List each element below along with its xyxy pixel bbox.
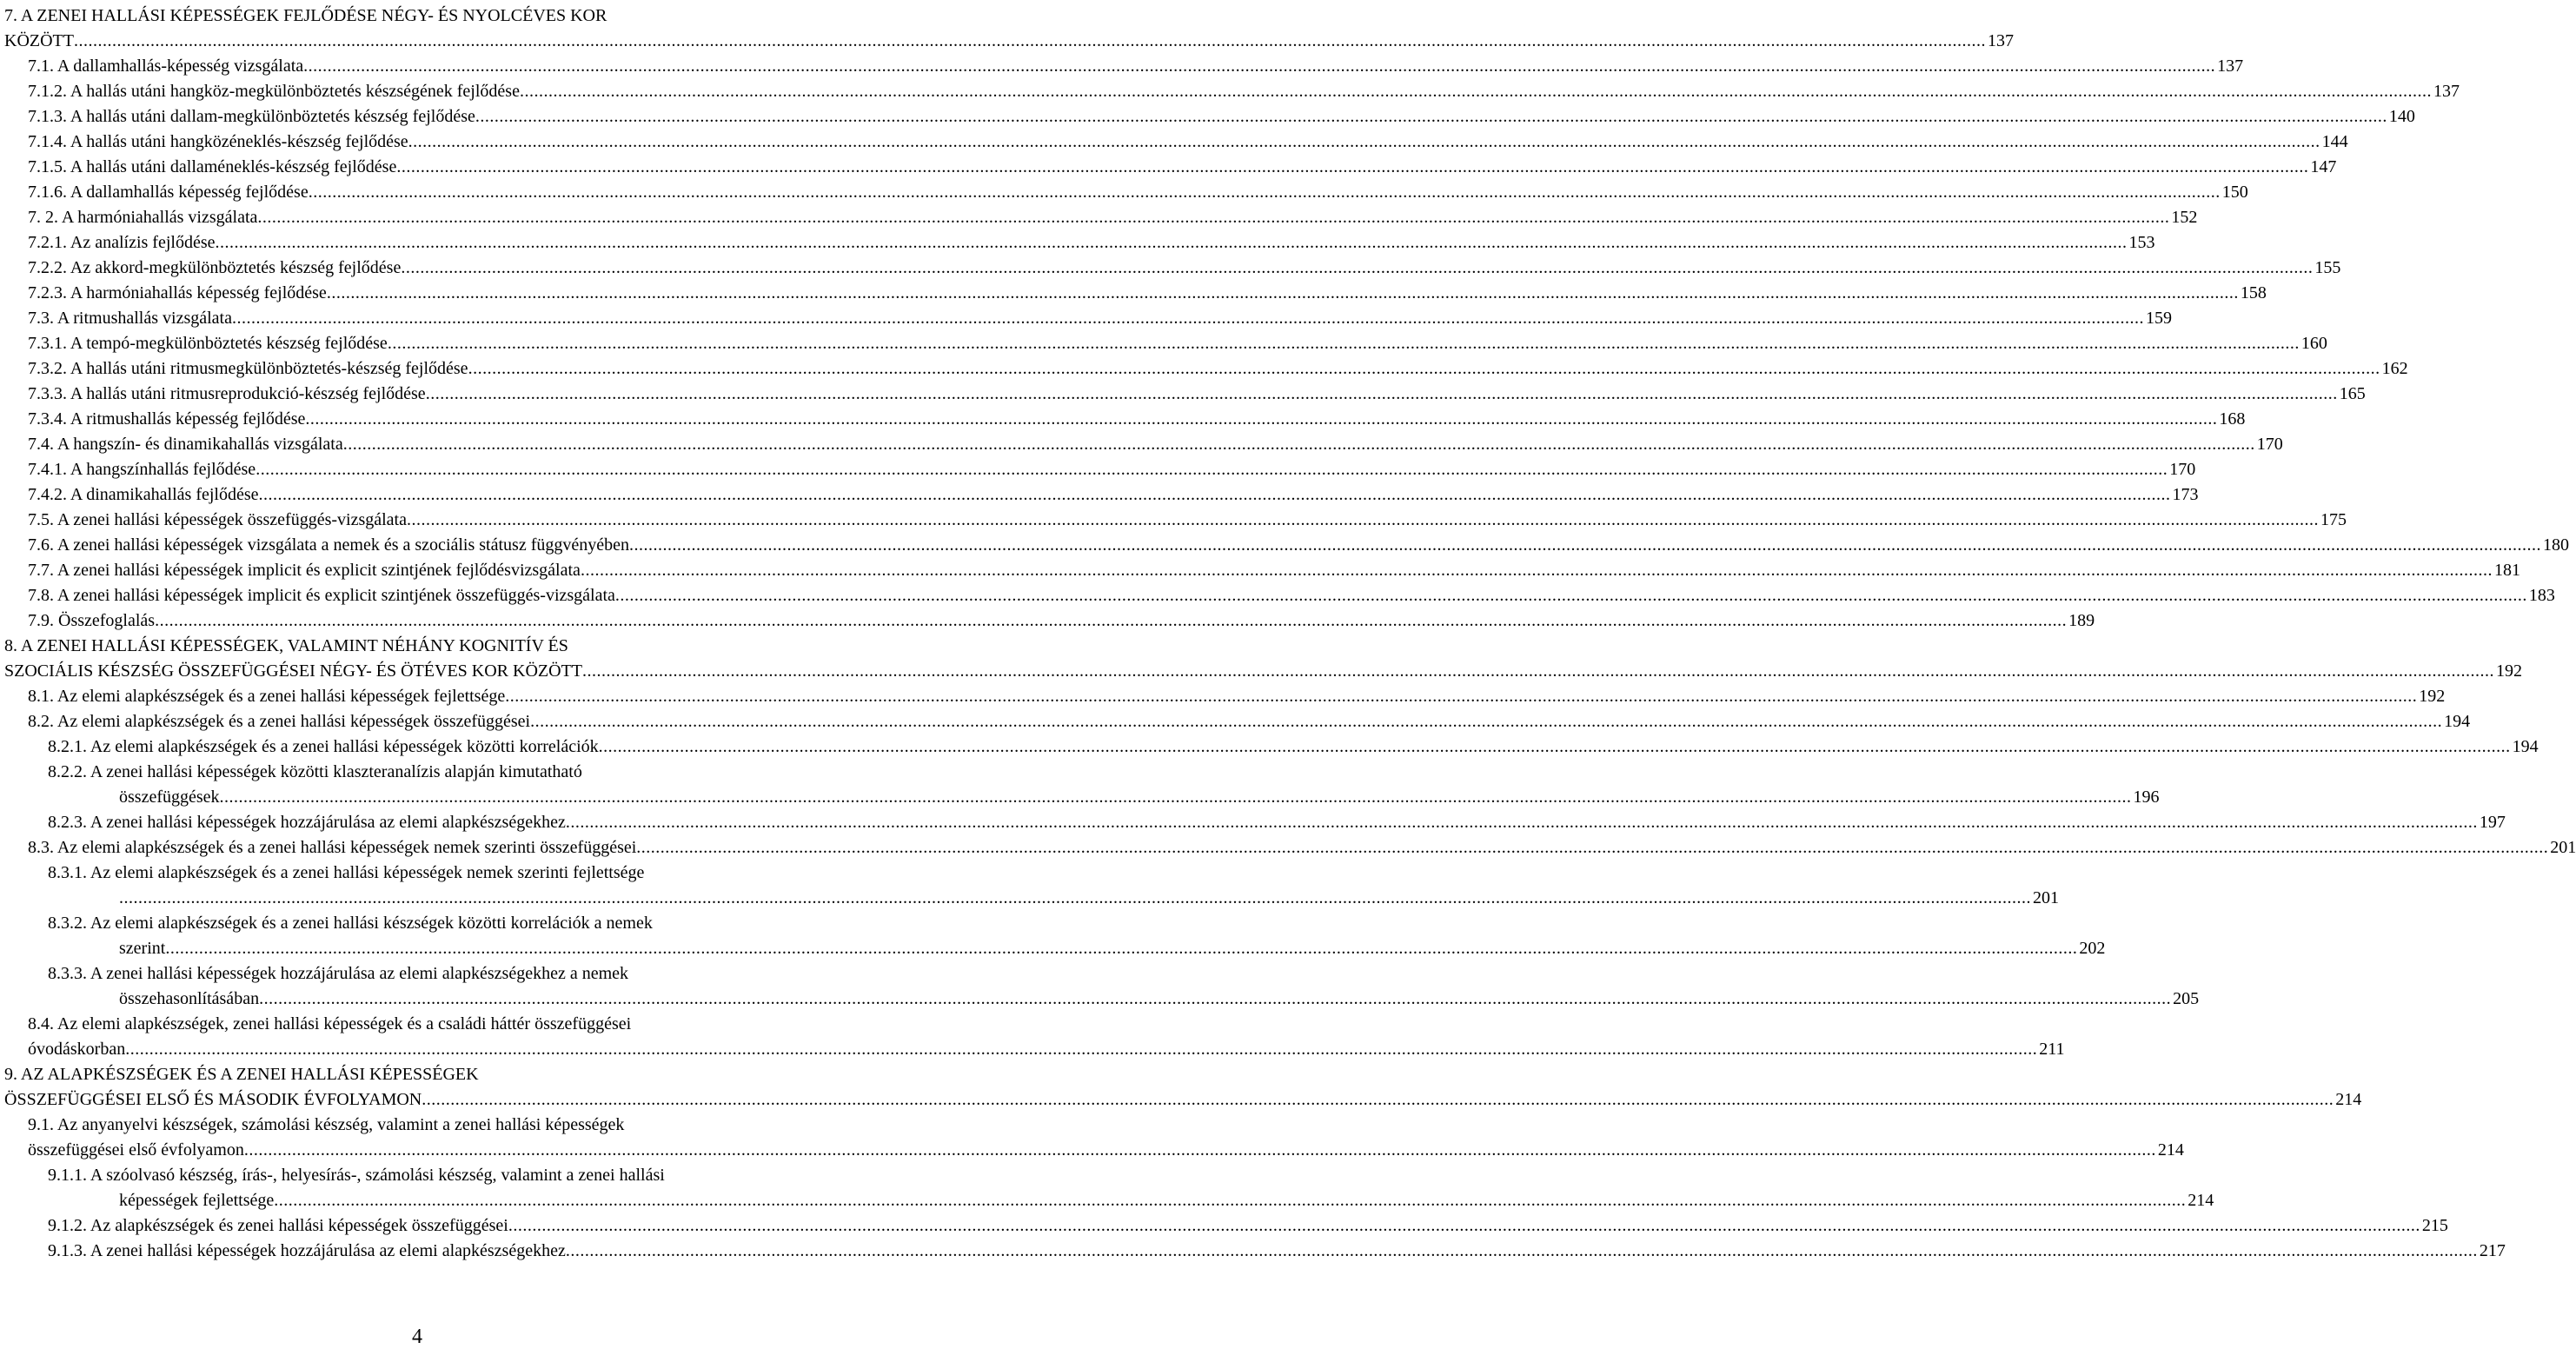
toc-entry[interactable]	[0, 205, 2198, 230]
toc-entry-title: A zenei hallási képességek hozzájárulása az elemi alapkészségekhez	[90, 1241, 566, 1260]
toc-entry[interactable]	[0, 155, 2337, 180]
toc-entry[interactable]	[0, 835, 2576, 861]
dot-leader: ................................................................................................................................................................................................................................................................................................................................................................................................................	[396, 157, 2309, 176]
dot-leader: ................................................................................................................................................................................................................................................................................................................................................................................................................	[530, 712, 2443, 731]
toc-entry-page: 147	[2310, 157, 2337, 176]
toc-entry-page: 137	[2433, 82, 2460, 101]
toc-entry[interactable]	[0, 558, 2520, 583]
toc-entry[interactable]	[0, 508, 2347, 533]
toc-entry-page: 152	[2171, 208, 2198, 227]
toc-entry-title: A zenei hallási képességek vizsgálata a nemek és a szociális státusz függvényében	[56, 535, 629, 555]
dot-leader: ................................................................................................................................................................................................................................................................................................................................................................................................................	[259, 989, 2172, 1008]
toc-entry-page: 192	[2496, 661, 2522, 681]
toc-entry-title: AZ ALAPKÉSZSÉGEK ÉS A ZENEI HALLÁSI KÉPESSÉGEK	[20, 1065, 479, 1084]
dot-leader: ................................................................................................................................................................................................................................................................................................................................................................................................................	[387, 334, 2300, 353]
toc-entry-title: A hallás utáni hangköz-megkülönböztetés készségének fejlődése	[70, 82, 520, 101]
toc-entry-title: Az alapkészségek és zenei hallási képességek összefüggései	[90, 1216, 508, 1235]
toc-entry[interactable]	[0, 407, 2246, 432]
toc-entry-title: Az elemi alapkészségek, zenei hallási képességek és a családi háttér összefüggései	[56, 1014, 632, 1033]
toc-entry-title: A hallás utáni ritmusmegkülönböztetés-készség fejlődése	[70, 359, 468, 378]
toc-entry-page: 162	[2381, 359, 2408, 378]
toc-entry-page: 159	[2145, 309, 2172, 328]
toc-entry-page: 189	[2068, 611, 2095, 630]
dot-leader: ................................................................................................................................................................................................................................................................................................................................................................................................................	[308, 183, 2221, 202]
dot-leader: ................................................................................................................................................................................................................................................................................................................................................................................................................	[258, 485, 2171, 504]
toc-entry[interactable]	[0, 432, 2283, 457]
toc-entry-page: 150	[2221, 183, 2248, 202]
toc-entry-number: 7.3.3.	[28, 384, 67, 403]
dot-leader: ................................................................................................................................................................................................................................................................................................................................................................................................................	[468, 359, 2380, 378]
toc-entry-number: 8.2.	[28, 712, 54, 731]
toc-entry-page: 217	[2479, 1241, 2506, 1260]
toc-entry-page: 201	[2033, 888, 2059, 907]
toc-entry-title: Az anyanyelvi készségek, számolási készség, valamint a zenei hallási képességek	[56, 1115, 625, 1134]
toc-entry-title: Az elemi alapkészségek és a zenei hallási képességek nemek szerinti fejlettsége	[90, 863, 645, 882]
toc-entry-title: A hallás utáni hangközéneklés-készség fejlődése	[70, 132, 408, 151]
toc-entry-title: Az elemi alapkészségek és a zenei hallási képességek összefüggései	[56, 712, 531, 731]
toc-entry-title: óvodáskorban	[28, 1040, 126, 1059]
toc-entry-title: A tempó-megkülönböztetés készség fejlődése	[70, 334, 388, 353]
toc-entry-title: A zenei hallási képességek összefüggés-vizsgálata	[56, 510, 407, 529]
toc-entry-page: 181	[2493, 561, 2520, 580]
toc-entry-page: 214	[2157, 1140, 2184, 1160]
toc-entry-title: A hallás utáni dallam-megkülönböztetés készség fejlődése	[70, 107, 475, 126]
toc-entry-title: Az elemi alapkészségek és a zenei hallási képességek fejlettsége	[56, 687, 506, 706]
toc-entry-title: A zenei hallási képességek hozzájárulása az elemi alapkészségekhez a nemek	[90, 964, 629, 983]
toc-entry-page: 214	[2335, 1090, 2362, 1109]
dot-leader: ................................................................................................................................................................................................................................................................................................................................................................................................................	[598, 737, 2511, 756]
toc-entry-title: Az akkord-megkülönböztetés készség fejlődése	[70, 258, 402, 277]
page-number: 4	[412, 1326, 422, 1348]
toc-entry-title: képességek fejlettsége	[119, 1191, 275, 1210]
dot-leader: ................................................................................................................................................................................................................................................................................................................................................................................................................	[243, 1140, 2156, 1160]
toc-entry-number: 8.3.2.	[48, 914, 87, 933]
toc-entry[interactable]	[0, 608, 2095, 634]
dot-leader: ................................................................................................................................................................................................................................................................................................................................................................................................................	[257, 208, 2170, 227]
dot-leader: ................................................................................................................................................................................................................................................................................................................................................................................................................	[565, 813, 2478, 832]
toc-entry-title: szerint	[119, 939, 166, 958]
toc-entry[interactable]	[0, 1213, 2448, 1239]
toc-entry-number: 7.3.1.	[28, 334, 67, 353]
toc-entry-page: 165	[2339, 384, 2366, 403]
toc-entry-number: 7.1.5.	[28, 157, 67, 176]
toc-entry-page: 202	[2079, 939, 2106, 958]
toc-entry-number: 7.4.2.	[28, 485, 67, 504]
toc-entry-page: 205	[2173, 989, 2200, 1008]
toc-entry-number: 7.6.	[28, 535, 54, 555]
toc-entry-title: A zenei hallási képességek hozzájárulása az elemi alapkészségekhez	[90, 813, 566, 832]
dot-leader: ................................................................................................................................................................................................................................................................................................................................................................................................................	[614, 586, 2527, 605]
toc-entry[interactable]	[0, 3, 2014, 54]
toc-entry[interactable]	[0, 634, 2522, 684]
dot-leader: ................................................................................................................................................................................................................................................................................................................................................................................................................	[408, 132, 2320, 151]
toc-entry-page: 170	[2169, 460, 2196, 479]
dot-leader: ................................................................................................................................................................................................................................................................................................................................................................................................................	[508, 1216, 2420, 1235]
toc-entry-number: 7.7.	[28, 561, 54, 580]
toc-entry-page: 215	[2421, 1216, 2448, 1235]
toc-entry-number: 7.1.4.	[28, 132, 67, 151]
toc-entry-number: 7.1.	[28, 56, 54, 76]
toc-entry-number: 7.1.6.	[28, 183, 67, 202]
toc-entry-page: 158	[2240, 283, 2267, 302]
toc-entry-number: 7.4.1.	[28, 460, 67, 479]
dot-leader: ................................................................................................................................................................................................................................................................................................................................................................................................................	[125, 1040, 2038, 1059]
toc-entry-title: Összefoglalás	[58, 611, 156, 630]
toc-entry-page: 201	[2550, 838, 2576, 857]
dot-leader: ................................................................................................................................................................................................................................................................................................................................................................................................................	[231, 309, 2144, 328]
toc-entry[interactable]	[0, 760, 2160, 810]
toc-entry-page: 137	[1987, 31, 2014, 50]
dot-leader: ................................................................................................................................................................................................................................................................................................................................................................................................................	[401, 258, 2314, 277]
toc-entry[interactable]	[0, 306, 2172, 331]
toc-entry-number: 7. 2.	[28, 208, 58, 227]
toc-entry-page: 197	[2479, 813, 2506, 832]
toc-entry-title: KÖZÖTT	[4, 31, 74, 50]
dot-leader: ................................................................................................................................................................................................................................................................................................................................................................................................................	[519, 82, 2432, 101]
toc-entry[interactable]	[0, 457, 2196, 482]
toc-entry[interactable]	[0, 810, 2506, 835]
toc-entry-title: A zenei hallási képességek implicit és explicit szintjének összefüggés-vizsgálata	[56, 586, 615, 605]
toc-entry-title: A hallás utáni dallaméneklés-készség fejlődése	[70, 157, 397, 176]
toc-entry-page: 194	[2444, 712, 2471, 731]
toc-entry-number: 7.2.3.	[28, 283, 67, 302]
toc-entry-number: 8.1.	[28, 687, 54, 706]
toc-entry-page: 183	[2528, 586, 2555, 605]
toc-entry-title: A hallás utáni ritmusreprodukció-készség fejlődése	[70, 384, 426, 403]
toc-entry-number: 7.4.	[28, 435, 54, 454]
toc-entry-title: összefüggései első évfolyamon	[28, 1140, 244, 1160]
toc-entry-number: 8.3.1.	[48, 863, 87, 882]
toc-entry-number: 8.3.	[28, 838, 54, 857]
toc-entry-page: 192	[2419, 687, 2446, 706]
dot-leader: ................................................................................................................................................................................................................................................................................................................................................................................................................	[73, 31, 1986, 50]
toc-entry-number: 9.1.3.	[48, 1241, 87, 1260]
toc-entry[interactable]	[0, 533, 2569, 558]
toc-entry-title: A ritmushallás vizsgálata	[56, 309, 232, 328]
toc-entry-title: A harmóniahallás vizsgálata	[61, 208, 258, 227]
toc-entry-number: 9.1.	[28, 1115, 54, 1134]
toc-entry-title: A zenei hallási képességek közötti klaszteranalízis alapján kimutatható	[90, 762, 582, 781]
toc-entry-number: 8.	[4, 636, 17, 655]
toc-entry-title: A ritmushallás képesség fejlődése	[70, 409, 306, 429]
toc-entry-page: 211	[2039, 1040, 2065, 1059]
toc-entry[interactable]	[0, 911, 2106, 961]
toc-entry-number: 7.2.1.	[28, 233, 67, 252]
toc-entry-page: 153	[2128, 233, 2155, 252]
toc-entry-page: 170	[2256, 435, 2283, 454]
toc-entry-number: 7.3.4.	[28, 409, 67, 429]
toc-entry[interactable]	[0, 709, 2471, 734]
toc-entry[interactable]	[0, 961, 2200, 1012]
toc-entry[interactable]	[0, 1012, 2065, 1062]
toc-entry-number: 7.3.	[28, 309, 54, 328]
toc-entry-number: 7.1.2.	[28, 82, 67, 101]
dot-leader: ................................................................................................................................................................................................................................................................................................................................................................................................................	[580, 561, 2493, 580]
toc-entry[interactable]	[0, 331, 2327, 356]
dot-leader: ................................................................................................................................................................................................................................................................................................................................................................................................................	[274, 1191, 2187, 1210]
toc-entry-title: SZOCIÁLIS KÉSZSÉG ÖSSZEFÜGGÉSEI NÉGY- ÉS ÖTÉVES KOR KÖZÖTT	[4, 661, 582, 681]
toc-entry-title: A dallamhallás-képesség vizsgálata	[56, 56, 304, 76]
dot-leader: ................................................................................................................................................................................................................................................................................................................................................................................................................	[422, 1090, 2334, 1109]
toc-entry-title: A hangszín- és dinamikahallás vizsgálata	[56, 435, 343, 454]
toc-entry[interactable]	[0, 79, 2460, 104]
toc-entry-title: A szóolvasó készség, írás-, helyesírás-, számolási készség, valamint a zenei hallási	[90, 1166, 665, 1185]
toc-entry[interactable]	[0, 1113, 2184, 1163]
dot-leader: ................................................................................................................................................................................................................................................................................................................................................................................................................	[425, 384, 2338, 403]
toc-entry[interactable]	[0, 861, 2059, 911]
toc-entry[interactable]	[0, 356, 2408, 382]
toc-entry-title: Az analízis fejlődése	[70, 233, 216, 252]
dot-leader: ................................................................................................................................................................................................................................................................................................................................................................................................................	[505, 687, 2418, 706]
toc-entry-title: ÖSSZEFÜGGÉSEI ELSŐ ÉS MÁSODIK ÉVFOLYAMON	[4, 1090, 422, 1109]
toc-entry-title: A hangszínhallás fejlődése	[70, 460, 256, 479]
dot-leader: ................................................................................................................................................................................................................................................................................................................................................................................................................	[636, 838, 2549, 857]
toc-entry-title: A dinamikahallás fejlődése	[70, 485, 259, 504]
toc-entry-page: 196	[2133, 787, 2160, 807]
toc-entry-title: Az elemi alapkészségek és a zenei hallási képességek közötti korrelációk	[90, 737, 599, 756]
dot-leader: ................................................................................................................................................................................................................................................................................................................................................................................................................	[406, 510, 2319, 529]
toc-entry[interactable]	[0, 54, 2244, 79]
dot-leader: ................................................................................................................................................................................................................................................................................................................................................................................................................	[475, 107, 2387, 126]
toc-entry-page: 160	[2300, 334, 2327, 353]
dot-leader: ................................................................................................................................................................................................................................................................................................................................................................................................................	[155, 611, 2068, 630]
dot-leader: ................................................................................................................................................................................................................................................................................................................................................................................................................	[582, 661, 2494, 681]
toc-entry-title: A ZENEI HALLÁSI KÉPESSÉGEK FEJLŐDÉSE NÉGY- ÉS NYOLCÉVES KOR	[20, 6, 607, 25]
toc-entry-number: 9.1.1.	[48, 1166, 87, 1185]
dot-leader: ................................................................................................................................................................................................................................................................................................................................................................................................................	[119, 888, 2031, 907]
toc-entry[interactable]	[0, 180, 2248, 205]
toc-entry[interactable]	[0, 281, 2267, 306]
toc-entry-number: 9.1.2.	[48, 1216, 87, 1235]
toc-entry-page: 175	[2320, 510, 2347, 529]
toc-entry-number: 9.	[4, 1065, 17, 1084]
toc-entry[interactable]	[0, 256, 2341, 281]
dot-leader: ................................................................................................................................................................................................................................................................................................................................................................................................................	[629, 535, 2541, 555]
dot-leader: ................................................................................................................................................................................................................................................................................................................................................................................................................	[305, 409, 2218, 429]
toc-entry-number: 8.4.	[28, 1014, 54, 1033]
dot-leader: ................................................................................................................................................................................................................................................................................................................................................................................................................	[342, 435, 2255, 454]
toc-entry-page: 180	[2543, 535, 2569, 555]
toc-entry-title: Az elemi alapkészségek és a zenei hallási készségek közötti korrelációk a nemek	[90, 914, 653, 933]
toc-entry-title: A ZENEI HALLÁSI KÉPESSÉGEK, VALAMINT NÉHÁNY KOGNITÍV ÉS	[20, 636, 568, 655]
toc-entry[interactable]	[0, 684, 2446, 709]
toc-entry[interactable]	[0, 1163, 2214, 1213]
toc-entry-number: 8.2.2.	[48, 762, 87, 781]
toc-entry-title: Az elemi alapkészségek és a zenei hallási képességek nemek szerinti összefüggései	[56, 838, 637, 857]
toc-entry-page: 140	[2388, 107, 2415, 126]
toc-entry-page: 155	[2314, 258, 2341, 277]
toc-entry[interactable]	[0, 734, 2539, 760]
dot-leader: ................................................................................................................................................................................................................................................................................................................................................................................................................	[165, 939, 2078, 958]
toc-entry-title: összehasonlításában	[119, 989, 260, 1008]
toc-entry-page: 173	[2172, 485, 2199, 504]
toc-entry[interactable]	[0, 482, 2199, 508]
toc-entry-number: 7.5.	[28, 510, 54, 529]
toc-entry-title: A harmóniahallás képesség fejlődése	[70, 283, 327, 302]
toc-entry-page: 144	[2321, 132, 2348, 151]
toc-entry-number: 7.8.	[28, 586, 54, 605]
toc-entry-title: A zenei hallási képességek implicit és explicit szintjének fejlődésvizsgálata	[56, 561, 581, 580]
toc-entry-number: 8.2.3.	[48, 813, 87, 832]
toc-entry[interactable]	[0, 1062, 2362, 1113]
toc-entry-number: 7.9.	[28, 611, 54, 630]
toc-entry-title: összefüggések	[119, 787, 220, 807]
toc-entry[interactable]	[0, 104, 2415, 130]
toc-entry-page: 137	[2217, 56, 2244, 76]
toc-entry-number: 7.1.3.	[28, 107, 67, 126]
dot-leader: ................................................................................................................................................................................................................................................................................................................................................................................................................	[256, 460, 2168, 479]
dot-leader: ................................................................................................................................................................................................................................................................................................................................................................................................................	[303, 56, 2216, 76]
toc-entry-page: 168	[2219, 409, 2246, 429]
toc-entry-title: A dallamhallás képesség fejlődése	[70, 183, 309, 202]
toc-entry-number: 8.2.1.	[48, 737, 87, 756]
toc-entry-number: 7.2.2.	[28, 258, 67, 277]
dot-leader: ................................................................................................................................................................................................................................................................................................................................................................................................................	[219, 787, 2132, 807]
toc-entry-number: 7.	[4, 6, 17, 25]
toc-entry-page: 194	[2512, 737, 2539, 756]
toc-entry-number: 8.3.3.	[48, 964, 87, 983]
toc-entry[interactable]	[0, 382, 2366, 407]
dot-leader: ................................................................................................................................................................................................................................................................................................................................................................................................................	[326, 283, 2239, 302]
toc-entry-number: 7.3.2.	[28, 359, 67, 378]
dot-leader: ................................................................................................................................................................................................................................................................................................................................................................................................................	[565, 1241, 2478, 1260]
toc-entry[interactable]	[0, 1239, 2506, 1264]
toc-entry[interactable]	[0, 583, 2555, 608]
dot-leader: ................................................................................................................................................................................................................................................................................................................................................................................................................	[215, 233, 2128, 252]
toc-entry[interactable]	[0, 230, 2155, 256]
toc-entry-page: 214	[2188, 1191, 2214, 1210]
toc-entry[interactable]	[0, 130, 2348, 155]
